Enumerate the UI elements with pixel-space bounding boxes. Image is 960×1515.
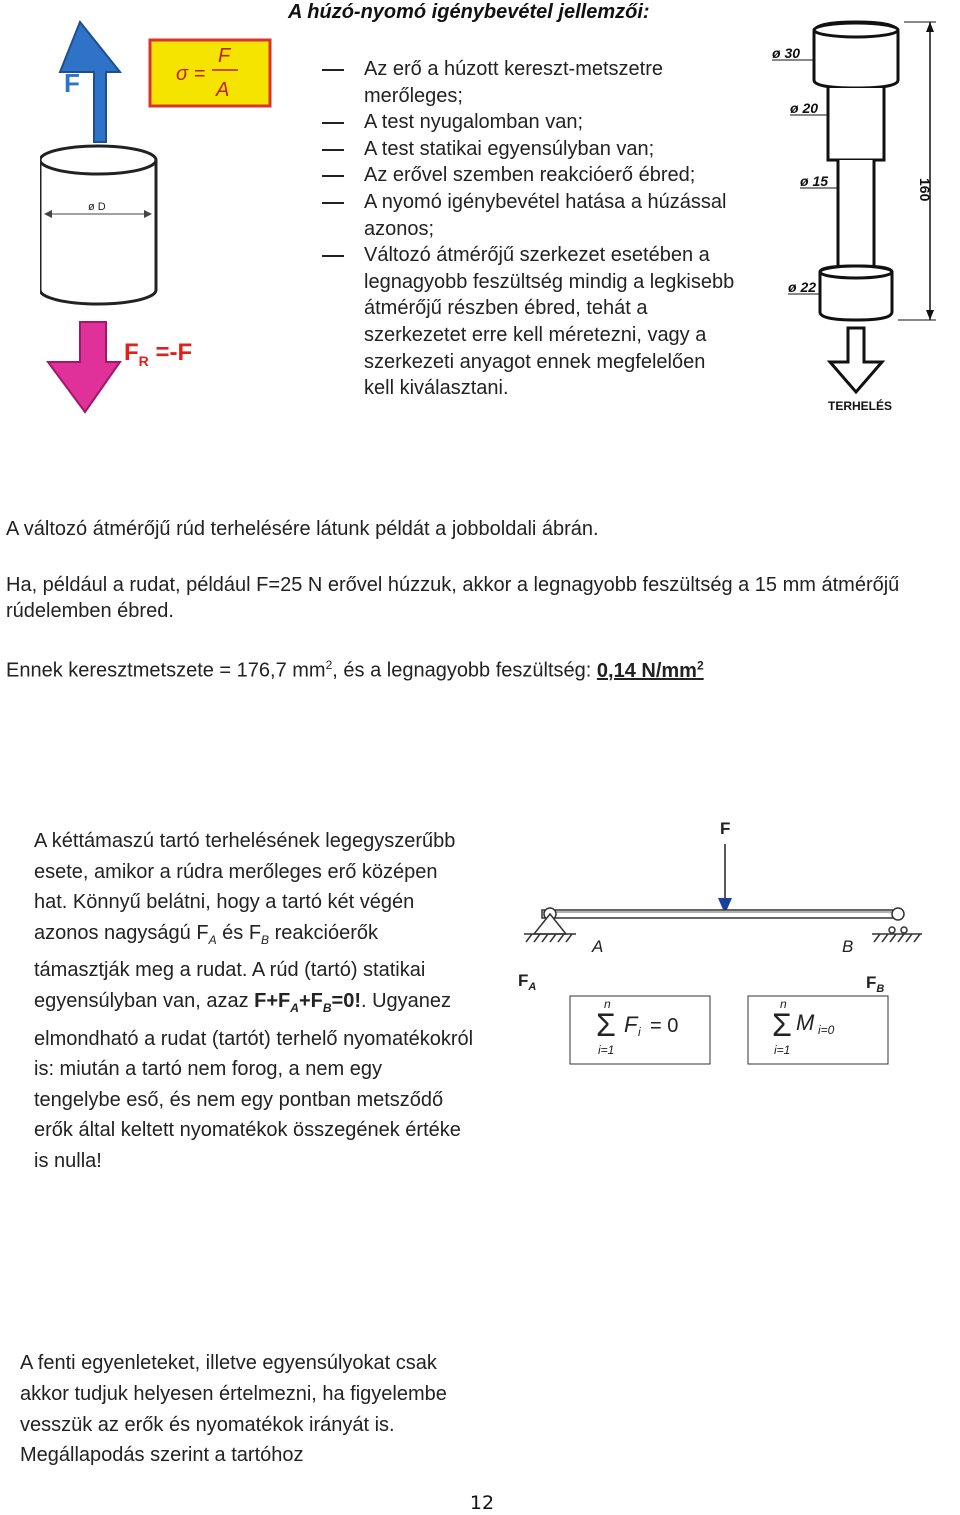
stress-result-value: 0,14 $N/mm^2$ [596, 658, 704, 682]
page-number: 12 [469, 1492, 495, 1514]
length-dimension [898, 22, 936, 320]
moment-equilibrium-equation [748, 996, 888, 1064]
tension-cylinder-figure [40, 10, 290, 420]
reaction-label: $F_R =-F$ [124, 339, 193, 369]
svg-text:n: n [604, 997, 611, 1011]
list-item: A test statikai egyensúlyban van; [320, 136, 740, 163]
list-item: Az erővel szemben reakcióerő ébred; [320, 162, 740, 189]
diameter-22-label: ø 22 [788, 279, 817, 295]
length-label: 160 [917, 178, 933, 202]
stress-result-paragraph: Ennek keresztmetszete = 176,7 $mm^2$, és a legnagyobb feszültség: 0,14 $N/mm^2$ [6, 658, 704, 682]
beam-bar [542, 910, 902, 918]
svg-text:i: i [638, 1025, 641, 1039]
example-paragraph: A változó átmérőjű rúd terhelésére látunk példát a jobboldali ábrán. [6, 518, 599, 540]
reaction-arrow-down-icon [48, 322, 120, 412]
formula-denominator: A [216, 79, 230, 101]
formula-numerator: F [218, 45, 231, 67]
svg-text:= 0: = 0 [650, 1015, 679, 1037]
svg-text:F: F [624, 1012, 638, 1037]
force-equilibrium-equation [570, 996, 710, 1064]
conventions-paragraph: A fenti egyenleteket, illetve egyensúlyokat csak akkor tudjuk helyesen értelmezni, ha figyelembe vesszük az erők és nyomatékok irányát is. Megállapodás szerint a tartóhoz [20, 1352, 447, 1467]
diameter-30-label: ø 30 [772, 45, 801, 61]
svg-text:Σ: Σ [596, 1007, 616, 1043]
list-item: A test nyugalomban van; [320, 109, 740, 136]
load-arrow-down-icon [830, 328, 882, 392]
svg-text:n: n [780, 997, 787, 1011]
section-heading: A húzó-nyomó igénybevétel jellemzői: [288, 1, 650, 23]
beam-force-label: F [720, 819, 731, 838]
formula-sigma: σ = [176, 63, 206, 85]
svg-text:i=0: i=0 [818, 1023, 835, 1037]
stepped-rod-figure [770, 10, 960, 420]
force-label: F [64, 68, 80, 98]
list-item: A nyomó igénybevétel hatása a húzással azonos; [320, 189, 740, 242]
force-paragraph: Ha, például a rudat, például F=25 N erővel húzzuk, akkor a legnagyobb feszültség a 15 mm átmérőjű rúdelemben ébred. [6, 574, 900, 622]
characteristics-list [320, 56, 740, 402]
svg-text:Σ: Σ [772, 1007, 792, 1043]
diameter-15-label: ø 15 [800, 173, 829, 189]
diameter-20-label: ø 20 [790, 100, 819, 116]
beam-paragraph: A kéttámaszú tartó terhelésének legegyszerűbb esete, amikor a rúdra merőleges erő középen hat. Könnyű belátni, hogy a tartó két végén azonos nagyságú $F_A$ és $F_B$ reakcióerők támasztják meg a rudat. A rúd (tartó) statikai egyensúlyban van, azaz $F+F_A+F_B=0$!. Ugyanez elmondható a rudat (tartót) terhelő nyomatékokról is: miután a tartó nem forog, a nem egy tengelybe eső, és nem egy pontban metsződő erők által keltett nyomatékok összegének értéke is nulla! [34, 830, 474, 1172]
rod-body [814, 22, 898, 320]
simply-supported-beam-figure [512, 810, 932, 1090]
beam-force-arrow-icon [718, 844, 732, 914]
point-b-label: B [842, 937, 854, 956]
reaction-a-label: $F_A$ [518, 971, 537, 993]
svg-text:M: M [796, 1010, 815, 1035]
svg-text:i=1: i=1 [774, 1043, 791, 1057]
point-a-label: A [592, 937, 604, 956]
cylinder-body [40, 146, 156, 304]
svg-text:i=1: i=1 [598, 1043, 615, 1057]
reaction-b-label: $F_B$ [866, 973, 885, 995]
stress-formula-box [150, 40, 270, 106]
list-item: Az erő a húzott kereszt-metszetre merőleges; [320, 56, 740, 109]
list-item: Változó átmérőjű szerkezet esetében a legnagyobb feszültség mindig a legkisebb átmérőjű részben ébred, tehát a szerkezetet erre kell méretezni, vagy a szerkezeti anyagot ennek megfelelően kell kiválasztani. [320, 242, 740, 402]
diameter-label: ø D [88, 201, 106, 213]
load-label: TERHELÉS [828, 399, 893, 413]
